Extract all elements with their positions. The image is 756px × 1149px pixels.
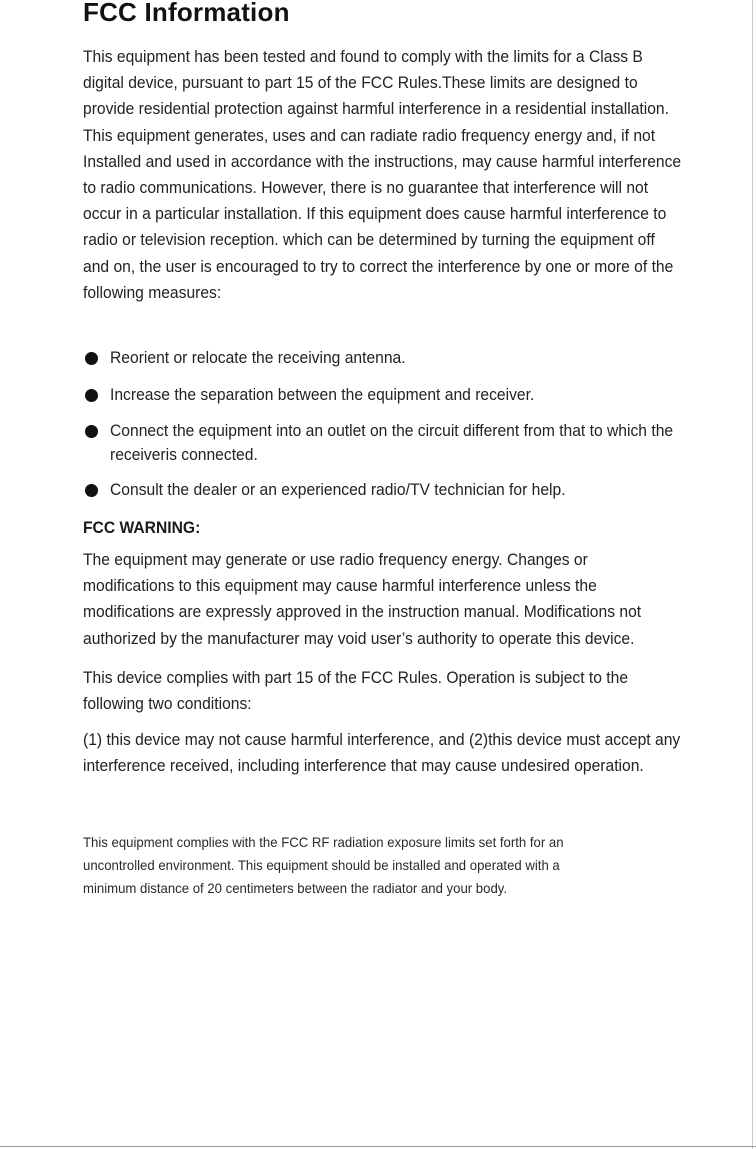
page-edge-line — [752, 0, 753, 1149]
document-body — [83, 0, 683, 896]
list-item — [83, 478, 725, 502]
list-item — [83, 383, 725, 407]
rf-exposure-paragraph: This equipment complies with the FCC RF radiation exposure limits set forth for an uncontrolled environment. This equipment should be installed and operated with a minimum distance of 20 centimeters between the radiator and your body. — [83, 834, 564, 896]
bullet-icon — [85, 484, 98, 497]
page-bottom-line — [0, 1146, 756, 1147]
list-item-text: Consult the dealer or an experienced radio/TV technician for help. — [110, 480, 566, 499]
bullet-icon — [85, 389, 98, 402]
list-item-text: Connect the equipment into an outlet on the circuit different from that to which the receiveris connected. — [110, 421, 674, 464]
list-item — [83, 346, 725, 370]
warning-heading: FCC WARNING: — [83, 518, 201, 537]
warning-paragraph: The equipment may generate or use radio frequency energy. Changes or modifications to this equipment may cause harmful interference unless the modifications are expressly approved in the instruction manual. Modifications not authorized by the manufacturer may void user’s authority to operate this device. — [83, 550, 642, 648]
conditions-paragraph: (1) this device may not cause harmful interference, and (2)this device must accept any interference received, including interference that may cause undesired operation. — [83, 730, 681, 776]
bullet-icon — [85, 352, 98, 365]
intro-paragraph: This equipment has been tested and found to comply with the limits for a Class B digital device, pursuant to part 15 of the FCC Rules.These limits are designed to provide residential protection against harmful interference in a residential installation. This equipment generates, uses and can radiate radio frequency energy and, if not Installed and used in accordance with the instructions, may cause harmful interference to radio communications. However, there is no guarantee that interference will not occur in a particular installation. If this equipment does cause harmful interference to radio or television reception. which can be determined by turning the equipment off and on, the user is encouraged to try to correct the interference by one or more of the following measures: — [83, 47, 682, 302]
bullet-icon — [85, 425, 98, 438]
page-title: FCC Information — [83, 0, 290, 27]
list-item-text: Reorient or relocate the receiving antenna. — [110, 348, 406, 367]
list-item — [83, 419, 725, 467]
compliance-paragraph: This device complies with part 15 of the FCC Rules. Operation is subject to the following two conditions: — [83, 668, 629, 714]
list-item-text: Increase the separation between the equipment and receiver. — [110, 385, 535, 404]
